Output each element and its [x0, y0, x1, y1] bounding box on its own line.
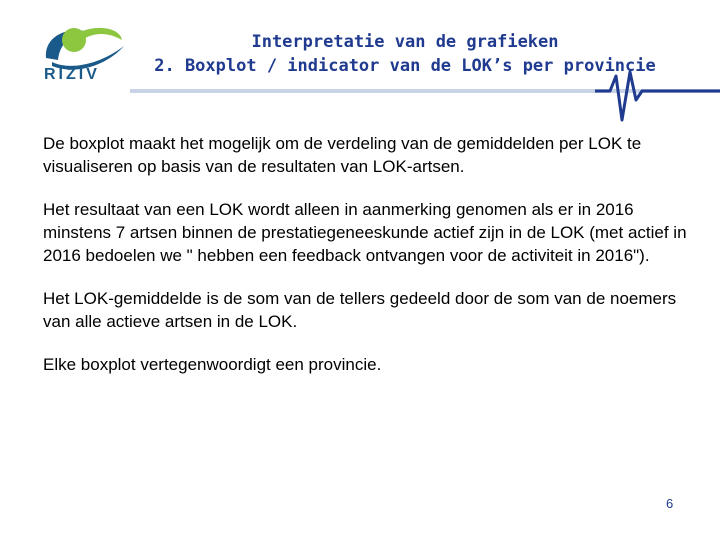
page-number: 6 — [666, 496, 674, 511]
paragraph-1: De boxplot maakt het mogelijk om de verdeling van de gemiddelden per LOK te visualiseren op basis van de resultaten van LOK-artsen. — [43, 134, 642, 176]
logo-text: RIZIV — [44, 66, 100, 83]
body-text — [43, 132, 693, 396]
header-heartbeat-rule — [130, 70, 720, 130]
title-line-1: Interpretatie van de grafieken — [251, 32, 559, 52]
title-line-2: 2. Boxplot / indicator van de LOK’s per provincie — [154, 56, 656, 76]
paragraph-2: Het resultaat van een LOK wordt alleen in aanmerking genomen als er in 2016 minstens 7 artsen binnen de prestatiegeneeskunde actief zijn in de LOK (met actief in 2016 bedoelen we " hebben een feedback ontvangen voor de activiteit in 2016"). — [43, 200, 687, 265]
paragraph-4: Elke boxplot vertegenwoordigt een provincie. — [43, 355, 382, 374]
paragraph-3: Het LOK-gemiddelde is de som van de tellers gedeeld door de som van de noemers van alle actieve artsen in de LOK. — [43, 289, 677, 331]
